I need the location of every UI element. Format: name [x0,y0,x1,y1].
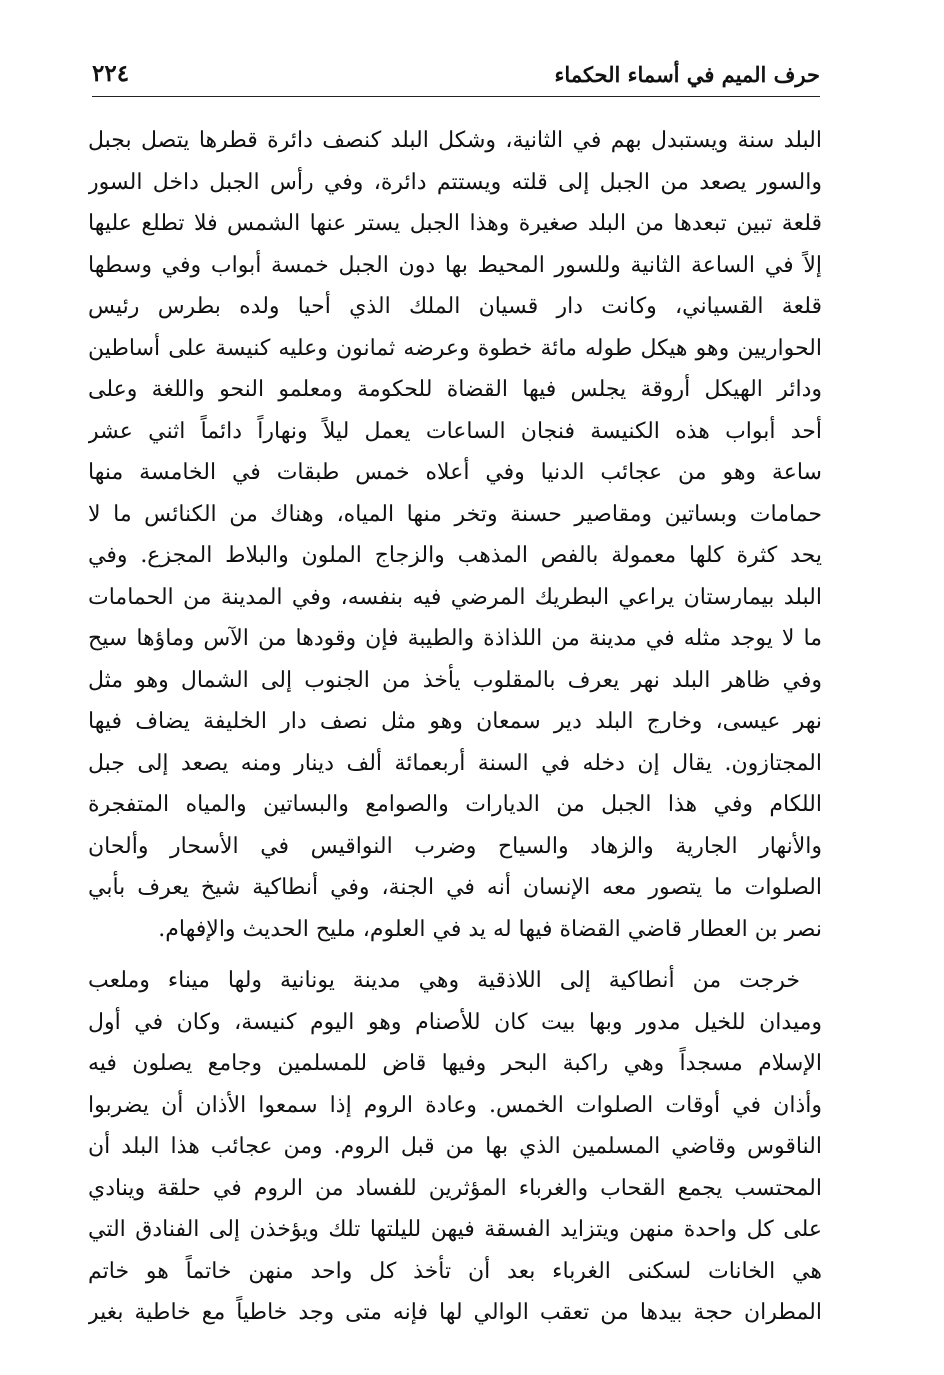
text-line: المجتازون. يقال إن دخله في السنة أربعمائة ألف دينار ومنه يصعد إلى جبل [88,750,822,776]
text-line: قلعة القسياني، وكانت دار قسيان الملك الذي أحيا ولده بطرس رئيس [88,294,822,319]
text-line: حمامات وبساتين ومقاصير حسنة وتخر منها المياه، وهناك من الكنائس ما لا [88,501,822,527]
text-line: المحتسب يجمع القحاب والغرباء المؤثرين للفساد من الروم في حلقة وينادي [88,1175,822,1201]
text-line: ودائر الهيكل أروقة يجلس فيها القضاة للحكومة ومعلمو النحو واللغة وعلى [88,377,822,402]
paragraph-spacer [88,950,822,960]
text-line: الإسلام مسجداً وهي راكبة البحر وفيها قاض للمسلمين وجامع يصلون فيه [88,1051,822,1076]
text-line: والأنهار الجارية والزهاد والسياح وضرب النواقيس في الأسحار وألحان [88,833,822,859]
body-text [88,120,822,1334]
text-line: ساعة وهو من عجائب الدنيا وفي أعلاه خمس طبقات في الخامسة منها [88,460,822,485]
text-line: الصلوات ما يتصور معه الإنسان أنه في الجنة، وفي أنطاكية شيخ يعرف بأبي [88,875,822,900]
text-line: نصر بن العطار قاضي القضاة فيها له يد في العلوم، مليح الحديث والإفهام. [158,916,822,942]
page-number: ٢٢٤ [92,60,130,87]
text-line: أحد أبواب هذه الكنيسة فنجان الساعات يعمل ليلاً ونهاراً دائماً اثني عشر [88,418,822,444]
text-line: والسور يصعد من الجبل إلى قلته ويستتم دائرة، وفي رأس الجبل داخل السور [88,169,822,195]
text-line: اللكام وفي هذا الجبل من الديارات والصوامع والبساتين والمياه المتفجرة [88,792,822,817]
text-line: وفي ظاهر البلد نهر يعرف بالمقلوب يأخذ من الجنوب إلى الشمال وهو مثل [88,667,822,693]
text-line: البلد سنة ويستبدل بهم في الثانية، وشكل البلد كنصف دائرة قطرها يتصل بجبل [88,128,822,153]
paragraph-2 [88,960,822,1334]
text-line: على كل واحدة منهن ويتزايد الفسقة فيهن لليلتها تلك ويؤخذن إلى الفنادق التي [88,1217,822,1242]
text-line: نهر عيسى، وخارج البلد دير سمعان وهو مثل نصف دار الخليفة يضاف فيها [88,709,822,734]
text-line: ما لا يوجد مثله في مدينة من اللذاذة والطيبة فإن وقودها من الآس وماؤها سيح [88,626,822,651]
text-line: الحواريين وهو هيكل طوله مائة خطوة وعرضه ثمانون وعليه كنيسة على أساطين [88,335,822,361]
text-line: الناقوس وقاضي المسلمين الذي بها من قبل الروم. ومن عجائب هذا البلد أن [88,1134,822,1159]
text-line: هي الخانات لسكنى الغرباء بعد أن تأخذ كل واحد منهن خاتماً هو خاتم [88,1258,822,1284]
text-line: وأذان في أوقات الصلوات الخمس. وعادة الروم إذا سمعوا الأذان أن يضربوا [88,1092,822,1118]
running-title: حرف الميم في أسماء الحكماء [554,62,820,87]
text-line: وميدان للخيل مدور وبها بيت كان للأصنام وهو اليوم كنيسة، وكان في أول [88,1009,822,1035]
paragraph-1 [88,120,822,950]
text-line: قلعة تبين تبعدها من البلد صغيرة وهذا الجبل يستر عنها الشمس فلا تطلع عليها [88,211,822,236]
page-header [92,56,820,97]
text-line: خرجت من أنطاكية إلى اللاذقية وهي مدينة يونانية ولها ميناء وملعب [88,968,800,993]
text-line: إلاً في الساعة الثانية وللسور المحيط بها دون الجبل خمسة أبواب وفي وسطها [88,252,822,278]
text-line: المطران حجة بيدها من تعقب الوالي لها فإنه متى وجد خاطياً مع خاطية بغير [88,1300,822,1325]
text-line: البلد بيمارستان يراعي البطريك المرضي فيه بنفسه، وفي المدينة من الحمامات [88,584,822,610]
text-line: يحد كثرة كلها معمولة بالفص المذهب والزجاج الملون والبلاط المجزع. وفي [88,543,822,568]
